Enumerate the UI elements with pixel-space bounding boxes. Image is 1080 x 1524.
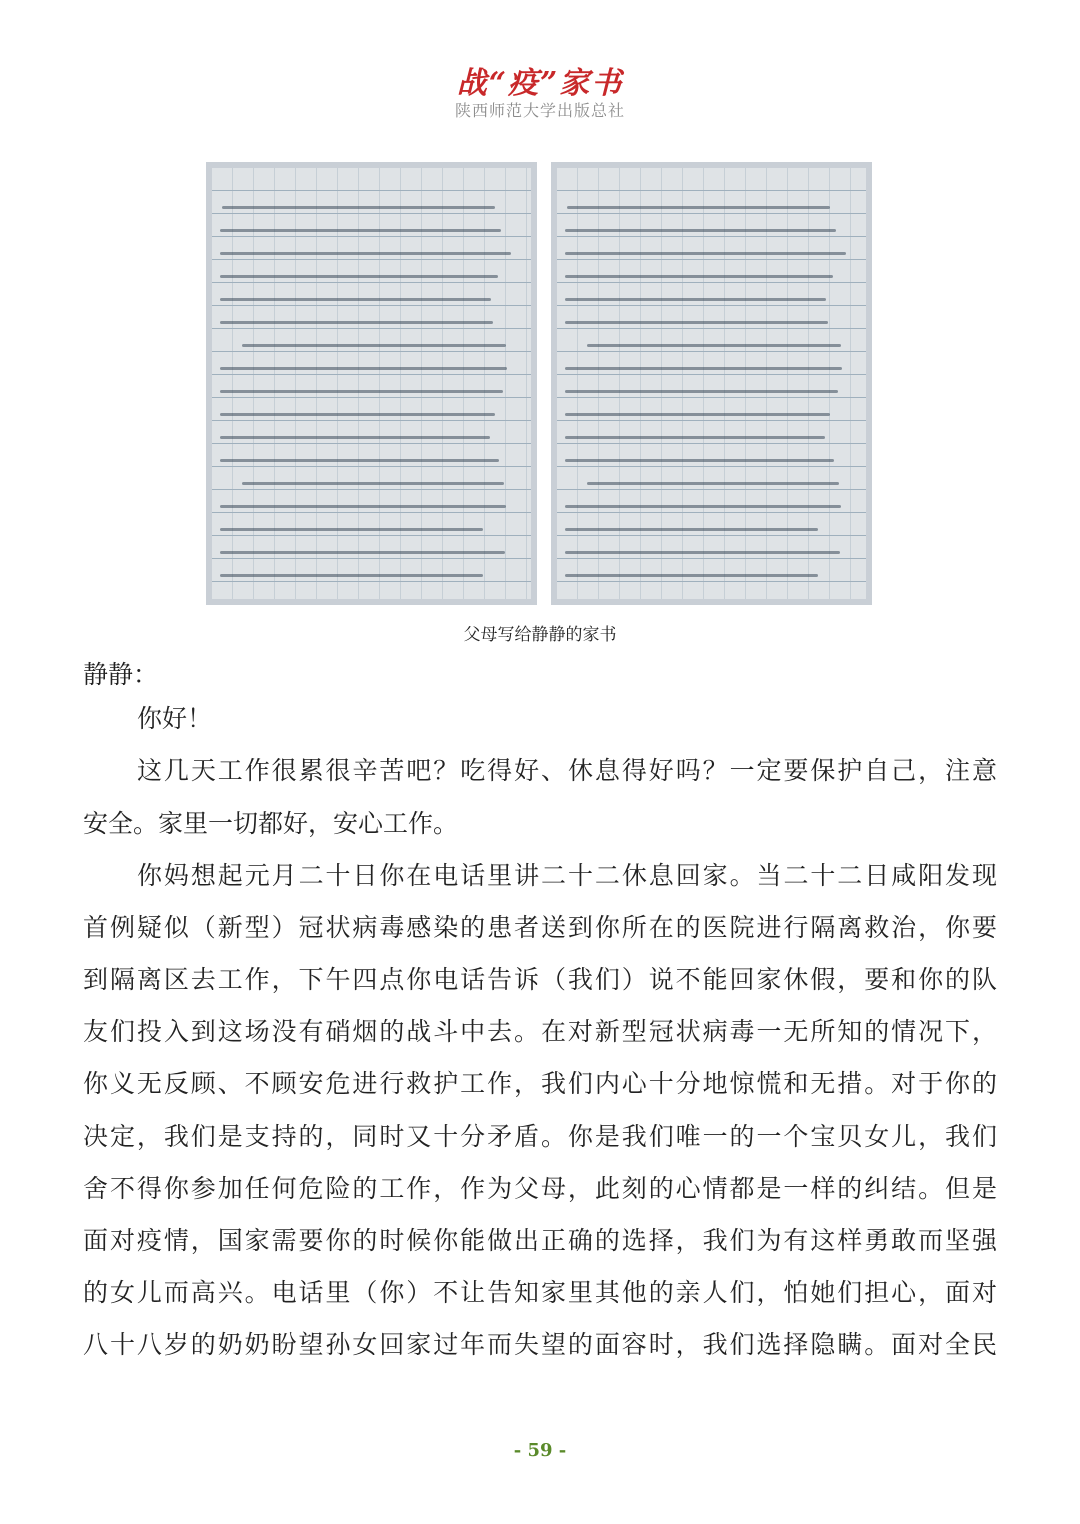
handwriting-stroke [220,229,501,232]
handwriting-stroke [565,574,818,577]
handwriting-stroke [242,482,504,485]
body-line: 友们投入到这场没有硝烟的战斗中去。在对新型冠状病毒一无所知的情况下， [83,1017,997,1046]
handwriting-stroke [220,551,505,554]
handwriting-stroke [565,275,833,278]
handwriting-stroke [220,275,498,278]
handwriting-stroke [565,298,826,301]
body-line: 你义无反顾、不顾安危进行救护工作，我们内心十分地惊慌和无措。对于你的 [83,1069,997,1098]
handwriting-stroke [220,574,483,577]
handwriting-stroke [565,413,830,416]
handwriting-stroke [565,528,818,531]
handwriting-stroke [565,367,842,370]
handwriting-stroke [220,390,503,393]
handwriting-stroke [565,252,846,255]
body-line: 的女儿而高兴。电话里（你）不让告知家里其他的亲人们，怕她们担心，面对 [83,1278,997,1307]
handwriting-stroke [565,551,840,554]
handwriting-stroke [567,206,830,209]
handwriting-stroke [587,344,841,347]
page-number: - 59 - [513,1440,567,1461]
body-line: 到隔离区去工作，下午四点你电话告诉（我们）说不能回家休假，要和你的队 [83,965,997,994]
publisher-name: 陕西师范大学出版总社 [454,101,625,120]
handwriting-stroke [220,367,507,370]
handwriting-stroke [220,252,511,255]
handwriting-stroke [587,482,839,485]
figure-caption: 父母写给静静的家书 [463,625,617,645]
handwriting-stroke [220,321,493,324]
handwriting-stroke [222,206,495,209]
handwriting-stroke [565,459,834,462]
handwriting-stroke [220,528,483,531]
body-line: 面对疫情，国家需要你的时候你能做出正确的选择，我们为有这样勇敢而坚强 [83,1226,997,1255]
handwriting-stroke [220,436,490,439]
book-title: 战“疫”家书 [456,66,624,101]
handwriting-stroke [220,459,499,462]
handwriting-stroke [565,436,825,439]
letter-photo-page-1 [206,162,537,605]
body-line: 你好！ [137,704,213,733]
handwriting-stroke [220,413,495,416]
body-line: 安全。家里一切都好，安心工作。 [83,809,459,838]
handwriting-stroke [565,390,838,393]
handwriting-stroke [565,505,841,508]
letter-photo-page-2 [551,162,872,605]
handwriting-stroke [242,344,506,347]
handwriting-stroke [565,321,828,324]
body-line: 决定，我们是支持的，同时又十分矛盾。你是我们唯一的一个宝贝女儿，我们 [83,1122,997,1151]
body-line: 首例疑似（新型）冠状病毒感染的患者送到你所在的医院进行隔离救治，你要 [83,913,997,942]
handwriting-stroke [565,229,836,232]
body-line: 这几天工作很累很辛苦吧？吃得好、休息得好吗？一定要保护自己，注意 [137,756,997,785]
handwriting-stroke [220,298,491,301]
body-line: 静静： [83,660,159,689]
handwriting-stroke [220,505,506,508]
body-line: 你妈想起元月二十日你在电话里讲二十二休息回家。当二十二日咸阳发现 [137,861,997,890]
body-line: 八十八岁的奶奶盼望孙女回家过年而失望的面容时，我们选择隐瞒。面对全民 [83,1330,997,1359]
body-line: 舍不得你参加任何危险的工作，作为父母，此刻的心情都是一样的纠结。但是 [83,1174,997,1203]
